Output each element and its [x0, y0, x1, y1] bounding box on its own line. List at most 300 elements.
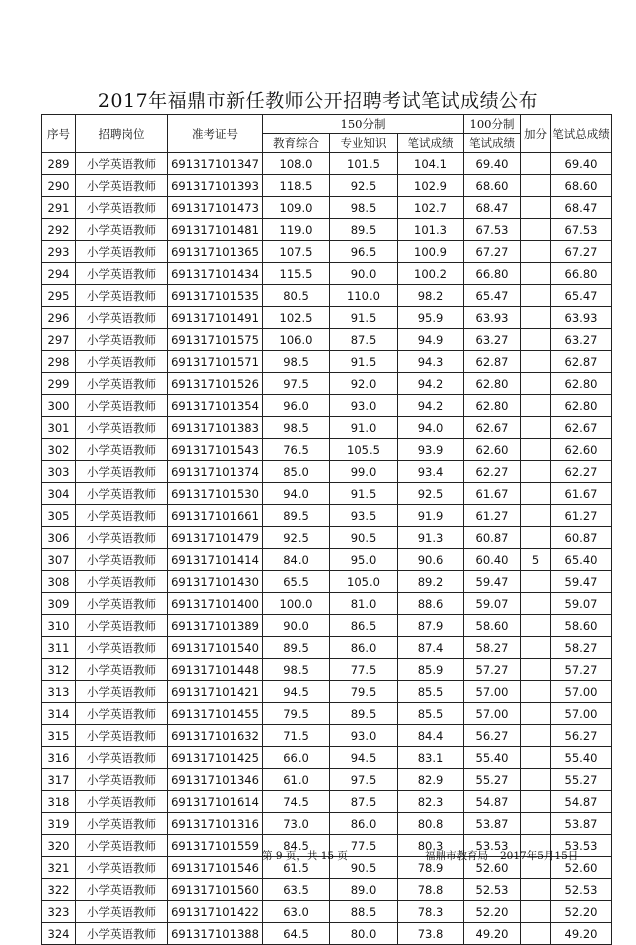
header-total: 笔试总成绩	[551, 115, 612, 153]
cell-bonus	[521, 923, 551, 945]
cell-written-100: 69.40	[464, 153, 521, 175]
cell-total-score: 57.00	[551, 681, 612, 703]
table-row	[42, 307, 612, 329]
cell-total-score: 61.27	[551, 505, 612, 527]
cell-seq: 308	[42, 571, 76, 593]
table-row	[42, 549, 612, 571]
cell-edu-score: 106.0	[263, 329, 330, 351]
cell-edu-score: 94.5	[263, 681, 330, 703]
cell-prof-score: 92.0	[330, 373, 398, 395]
cell-prof-score: 89.5	[330, 703, 398, 725]
table-row	[42, 175, 612, 197]
cell-bonus	[521, 373, 551, 395]
cell-total-score: 52.53	[551, 879, 612, 901]
cell-edu-score: 61.0	[263, 769, 330, 791]
cell-position: 小学英语教师	[76, 527, 168, 549]
cell-position: 小学英语教师	[76, 571, 168, 593]
cell-written-100: 59.47	[464, 571, 521, 593]
cell-total-score: 63.93	[551, 307, 612, 329]
cell-edu-score: 90.0	[263, 615, 330, 637]
cell-seq: 294	[42, 263, 76, 285]
header-group-150: 150分制	[263, 115, 464, 134]
cell-total-score: 53.87	[551, 813, 612, 835]
cell-seq: 323	[42, 901, 76, 923]
cell-bonus	[521, 175, 551, 197]
cell-written-score: 102.9	[398, 175, 464, 197]
cell-written-score: 85.5	[398, 703, 464, 725]
cell-edu-score: 66.0	[263, 747, 330, 769]
cell-bonus	[521, 725, 551, 747]
table-row	[42, 373, 612, 395]
header-position: 招聘岗位	[76, 115, 168, 153]
cell-edu-score: 63.0	[263, 901, 330, 923]
cell-bonus	[521, 681, 551, 703]
cell-bonus	[521, 439, 551, 461]
table-row	[42, 263, 612, 285]
cell-exam-no: 691317101354	[168, 395, 263, 417]
cell-exam-no: 691317101560	[168, 879, 263, 901]
cell-total-score: 68.47	[551, 197, 612, 219]
table-row	[42, 791, 612, 813]
cell-seq: 316	[42, 747, 76, 769]
cell-written-score: 100.9	[398, 241, 464, 263]
cell-bonus	[521, 395, 551, 417]
cell-seq: 310	[42, 615, 76, 637]
cell-exam-no: 691317101491	[168, 307, 263, 329]
cell-written-100: 63.93	[464, 307, 521, 329]
cell-written-100: 60.87	[464, 527, 521, 549]
cell-bonus	[521, 637, 551, 659]
cell-exam-no: 691317101526	[168, 373, 263, 395]
cell-exam-no: 691317101316	[168, 813, 263, 835]
cell-written-score: 88.6	[398, 593, 464, 615]
cell-written-100: 55.27	[464, 769, 521, 791]
cell-seq: 312	[42, 659, 76, 681]
cell-exam-no: 691317101388	[168, 923, 263, 945]
cell-total-score: 52.60	[551, 857, 612, 879]
cell-position: 小学英语教师	[76, 857, 168, 879]
cell-written-score: 93.4	[398, 461, 464, 483]
cell-position: 小学英语教师	[76, 263, 168, 285]
cell-written-score: 78.9	[398, 857, 464, 879]
cell-written-score: 94.0	[398, 417, 464, 439]
cell-exam-no: 691317101479	[168, 527, 263, 549]
cell-written-score: 80.8	[398, 813, 464, 835]
cell-edu-score: 100.0	[263, 593, 330, 615]
cell-edu-score: 108.0	[263, 153, 330, 175]
cell-position: 小学英语教师	[76, 703, 168, 725]
cell-edu-score: 79.5	[263, 703, 330, 725]
table-body	[42, 153, 612, 945]
cell-edu-score: 107.5	[263, 241, 330, 263]
cell-written-score: 94.2	[398, 395, 464, 417]
cell-edu-score: 84.0	[263, 549, 330, 571]
cell-seq: 320	[42, 835, 76, 857]
cell-total-score: 60.87	[551, 527, 612, 549]
cell-exam-no: 691317101434	[168, 263, 263, 285]
cell-position: 小学英语教师	[76, 725, 168, 747]
cell-total-score: 63.27	[551, 329, 612, 351]
cell-written-100: 57.00	[464, 703, 521, 725]
cell-position: 小学英语教师	[76, 769, 168, 791]
cell-written-score: 104.1	[398, 153, 464, 175]
cell-seq: 315	[42, 725, 76, 747]
cell-total-score: 61.67	[551, 483, 612, 505]
cell-total-score: 62.60	[551, 439, 612, 461]
cell-bonus	[521, 527, 551, 549]
header-prof: 专业知识	[330, 134, 398, 153]
cell-seq: 301	[42, 417, 76, 439]
cell-bonus	[521, 351, 551, 373]
cell-prof-score: 77.5	[330, 835, 398, 857]
cell-position: 小学英语教师	[76, 483, 168, 505]
table-row	[42, 395, 612, 417]
cell-position: 小学英语教师	[76, 923, 168, 945]
table-row	[42, 483, 612, 505]
cell-prof-score: 86.0	[330, 813, 398, 835]
cell-edu-score: 119.0	[263, 219, 330, 241]
cell-total-score: 52.20	[551, 901, 612, 923]
cell-seq: 304	[42, 483, 76, 505]
table-row	[42, 219, 612, 241]
cell-exam-no: 691317101346	[168, 769, 263, 791]
cell-prof-score: 90.0	[330, 263, 398, 285]
header-bonus: 加分	[521, 115, 551, 153]
cell-bonus	[521, 571, 551, 593]
cell-bonus	[521, 747, 551, 769]
cell-prof-score: 93.0	[330, 725, 398, 747]
cell-written-score: 94.9	[398, 329, 464, 351]
cell-bonus	[521, 417, 551, 439]
table-row	[42, 703, 612, 725]
cell-edu-score: 85.0	[263, 461, 330, 483]
cell-prof-score: 80.0	[330, 923, 398, 945]
cell-seq: 297	[42, 329, 76, 351]
cell-seq: 296	[42, 307, 76, 329]
page-title: 2017年福鼎市新任教师公开招聘考试笔试成绩公布	[97, 90, 539, 112]
cell-written-100: 67.53	[464, 219, 521, 241]
cell-prof-score: 87.5	[330, 329, 398, 351]
cell-seq: 300	[42, 395, 76, 417]
cell-seq: 305	[42, 505, 76, 527]
cell-written-score: 94.2	[398, 373, 464, 395]
cell-seq: 298	[42, 351, 76, 373]
cell-exam-no: 691317101422	[168, 901, 263, 923]
table-row	[42, 329, 612, 351]
cell-total-score: 62.80	[551, 373, 612, 395]
cell-exam-no: 691317101546	[168, 857, 263, 879]
cell-position: 小学英语教师	[76, 285, 168, 307]
cell-written-100: 59.07	[464, 593, 521, 615]
cell-total-score: 65.47	[551, 285, 612, 307]
cell-bonus	[521, 505, 551, 527]
cell-position: 小学英语教师	[76, 241, 168, 263]
cell-position: 小学英语教师	[76, 197, 168, 219]
cell-written-100: 49.20	[464, 923, 521, 945]
cell-total-score: 66.80	[551, 263, 612, 285]
cell-exam-no: 691317101661	[168, 505, 263, 527]
cell-bonus	[521, 791, 551, 813]
header-exam-no: 准考证号	[168, 115, 263, 153]
cell-prof-score: 105.5	[330, 439, 398, 461]
cell-exam-no: 691317101430	[168, 571, 263, 593]
cell-written-score: 102.7	[398, 197, 464, 219]
cell-written-100: 68.47	[464, 197, 521, 219]
cell-edu-score: 98.5	[263, 417, 330, 439]
cell-seq: 318	[42, 791, 76, 813]
cell-seq: 299	[42, 373, 76, 395]
cell-exam-no: 691317101374	[168, 461, 263, 483]
cell-prof-score: 91.0	[330, 417, 398, 439]
table-row	[42, 505, 612, 527]
cell-bonus	[521, 593, 551, 615]
cell-exam-no: 691317101473	[168, 197, 263, 219]
table-row	[42, 901, 612, 923]
table-row	[42, 417, 612, 439]
cell-written-100: 53.53	[464, 835, 521, 857]
cell-bonus	[521, 197, 551, 219]
cell-seq: 313	[42, 681, 76, 703]
cell-edu-score: 84.5	[263, 835, 330, 857]
cell-written-score: 85.9	[398, 659, 464, 681]
cell-prof-score: 88.5	[330, 901, 398, 923]
cell-bonus	[521, 879, 551, 901]
cell-prof-score: 90.5	[330, 527, 398, 549]
cell-written-score: 94.3	[398, 351, 464, 373]
cell-edu-score: 76.5	[263, 439, 330, 461]
cell-written-100: 52.60	[464, 857, 521, 879]
cell-prof-score: 96.5	[330, 241, 398, 263]
cell-bonus	[521, 219, 551, 241]
cell-edu-score: 89.5	[263, 505, 330, 527]
cell-seq: 324	[42, 923, 76, 945]
cell-seq: 311	[42, 637, 76, 659]
cell-position: 小学英语教师	[76, 549, 168, 571]
cell-seq: 295	[42, 285, 76, 307]
cell-prof-score: 86.0	[330, 637, 398, 659]
cell-total-score: 56.27	[551, 725, 612, 747]
cell-position: 小学英语教师	[76, 175, 168, 197]
table-row	[42, 681, 612, 703]
cell-exam-no: 691317101455	[168, 703, 263, 725]
cell-edu-score: 98.5	[263, 659, 330, 681]
cell-edu-score: 97.5	[263, 373, 330, 395]
cell-edu-score: 63.5	[263, 879, 330, 901]
cell-written-100: 62.80	[464, 373, 521, 395]
cell-total-score: 54.87	[551, 791, 612, 813]
cell-exam-no: 691317101543	[168, 439, 263, 461]
cell-written-score: 85.5	[398, 681, 464, 703]
cell-seq: 314	[42, 703, 76, 725]
cell-position: 小学英语教师	[76, 395, 168, 417]
cell-exam-no: 691317101540	[168, 637, 263, 659]
cell-position: 小学英语教师	[76, 637, 168, 659]
cell-written-100: 62.60	[464, 439, 521, 461]
cell-position: 小学英语教师	[76, 219, 168, 241]
cell-written-100: 62.67	[464, 417, 521, 439]
table-row	[42, 241, 612, 263]
header-seq: 序号	[42, 115, 76, 153]
cell-seq: 319	[42, 813, 76, 835]
cell-prof-score: 98.5	[330, 197, 398, 219]
cell-prof-score: 101.5	[330, 153, 398, 175]
cell-exam-no: 691317101571	[168, 351, 263, 373]
cell-total-score: 58.27	[551, 637, 612, 659]
cell-edu-score: 94.0	[263, 483, 330, 505]
table-row	[42, 923, 612, 945]
cell-seq: 292	[42, 219, 76, 241]
cell-written-score: 82.3	[398, 791, 464, 813]
cell-position: 小学英语教师	[76, 901, 168, 923]
cell-position: 小学英语教师	[76, 747, 168, 769]
cell-position: 小学英语教师	[76, 373, 168, 395]
table-row	[42, 351, 612, 373]
cell-exam-no: 691317101421	[168, 681, 263, 703]
cell-written-score: 87.9	[398, 615, 464, 637]
cell-written-100: 62.87	[464, 351, 521, 373]
cell-prof-score: 90.5	[330, 857, 398, 879]
cell-prof-score: 91.5	[330, 351, 398, 373]
cell-prof-score: 79.5	[330, 681, 398, 703]
cell-exam-no: 691317101389	[168, 615, 263, 637]
cell-edu-score: 89.5	[263, 637, 330, 659]
cell-seq: 290	[42, 175, 76, 197]
cell-position: 小学英语教师	[76, 659, 168, 681]
cell-exam-no: 691317101425	[168, 747, 263, 769]
table-row	[42, 527, 612, 549]
cell-position: 小学英语教师	[76, 593, 168, 615]
cell-prof-score: 105.0	[330, 571, 398, 593]
cell-written-100: 62.27	[464, 461, 521, 483]
cell-total-score: 55.40	[551, 747, 612, 769]
cell-bonus	[521, 813, 551, 835]
cell-total-score: 65.40	[551, 549, 612, 571]
cell-prof-score: 92.5	[330, 175, 398, 197]
cell-written-100: 61.67	[464, 483, 521, 505]
cell-position: 小学英语教师	[76, 835, 168, 857]
cell-written-score: 92.5	[398, 483, 464, 505]
cell-written-100: 60.40	[464, 549, 521, 571]
cell-written-score: 84.4	[398, 725, 464, 747]
table-row	[42, 197, 612, 219]
cell-written-100: 58.60	[464, 615, 521, 637]
cell-prof-score: 91.5	[330, 483, 398, 505]
cell-seq: 289	[42, 153, 76, 175]
cell-edu-score: 118.5	[263, 175, 330, 197]
cell-written-score: 78.3	[398, 901, 464, 923]
cell-bonus	[521, 901, 551, 923]
cell-prof-score: 110.0	[330, 285, 398, 307]
cell-position: 小学英语教师	[76, 505, 168, 527]
cell-position: 小学英语教师	[76, 461, 168, 483]
cell-total-score: 55.27	[551, 769, 612, 791]
cell-position: 小学英语教师	[76, 681, 168, 703]
cell-seq: 321	[42, 857, 76, 879]
cell-total-score: 62.27	[551, 461, 612, 483]
cell-total-score: 62.80	[551, 395, 612, 417]
table-row	[42, 747, 612, 769]
cell-position: 小学英语教师	[76, 813, 168, 835]
cell-total-score: 69.40	[551, 153, 612, 175]
cell-seq: 306	[42, 527, 76, 549]
cell-exam-no: 691317101347	[168, 153, 263, 175]
cell-exam-no: 691317101559	[168, 835, 263, 857]
cell-total-score: 62.67	[551, 417, 612, 439]
cell-seq: 293	[42, 241, 76, 263]
cell-prof-score: 95.0	[330, 549, 398, 571]
cell-exam-no: 691317101481	[168, 219, 263, 241]
cell-edu-score: 64.5	[263, 923, 330, 945]
cell-edu-score: 96.0	[263, 395, 330, 417]
cell-total-score: 59.07	[551, 593, 612, 615]
table-row	[42, 813, 612, 835]
table-row	[42, 439, 612, 461]
cell-seq: 291	[42, 197, 76, 219]
cell-written-100: 56.27	[464, 725, 521, 747]
cell-bonus	[521, 307, 551, 329]
cell-exam-no: 691317101400	[168, 593, 263, 615]
table-header	[42, 115, 612, 153]
cell-edu-score: 80.5	[263, 285, 330, 307]
cell-seq: 322	[42, 879, 76, 901]
cell-total-score: 58.60	[551, 615, 612, 637]
table-row	[42, 637, 612, 659]
cell-total-score: 62.87	[551, 351, 612, 373]
cell-position: 小学英语教师	[76, 153, 168, 175]
cell-bonus	[521, 615, 551, 637]
header-group-100: 100分制	[464, 115, 521, 134]
cell-written-100: 68.60	[464, 175, 521, 197]
cell-written-score: 95.9	[398, 307, 464, 329]
cell-written-100: 52.20	[464, 901, 521, 923]
cell-written-score: 80.3	[398, 835, 464, 857]
cell-seq: 317	[42, 769, 76, 791]
cell-written-score: 91.9	[398, 505, 464, 527]
cell-written-score: 93.9	[398, 439, 464, 461]
cell-written-100: 66.80	[464, 263, 521, 285]
cell-total-score: 49.20	[551, 923, 612, 945]
cell-written-score: 90.6	[398, 549, 464, 571]
cell-written-100: 57.27	[464, 659, 521, 681]
cell-written-100: 55.40	[464, 747, 521, 769]
cell-prof-score: 81.0	[330, 593, 398, 615]
cell-position: 小学英语教师	[76, 615, 168, 637]
cell-total-score: 67.53	[551, 219, 612, 241]
cell-edu-score: 98.5	[263, 351, 330, 373]
cell-edu-score: 71.5	[263, 725, 330, 747]
cell-exam-no: 691317101448	[168, 659, 263, 681]
table-row	[42, 285, 612, 307]
cell-written-score: 91.3	[398, 527, 464, 549]
cell-written-score: 98.2	[398, 285, 464, 307]
cell-edu-score: 102.5	[263, 307, 330, 329]
cell-written-score: 83.1	[398, 747, 464, 769]
cell-bonus	[521, 241, 551, 263]
cell-total-score: 57.00	[551, 703, 612, 725]
score-table	[41, 114, 612, 945]
cell-prof-score: 91.5	[330, 307, 398, 329]
table-row	[42, 571, 612, 593]
page-number: 第 9 页，共 15 页	[262, 850, 348, 862]
cell-bonus	[521, 263, 551, 285]
cell-bonus	[521, 769, 551, 791]
cell-prof-score: 77.5	[330, 659, 398, 681]
cell-prof-score: 89.5	[330, 219, 398, 241]
cell-exam-no: 691317101414	[168, 549, 263, 571]
cell-prof-score: 99.0	[330, 461, 398, 483]
cell-edu-score: 65.5	[263, 571, 330, 593]
cell-written-100: 57.00	[464, 681, 521, 703]
